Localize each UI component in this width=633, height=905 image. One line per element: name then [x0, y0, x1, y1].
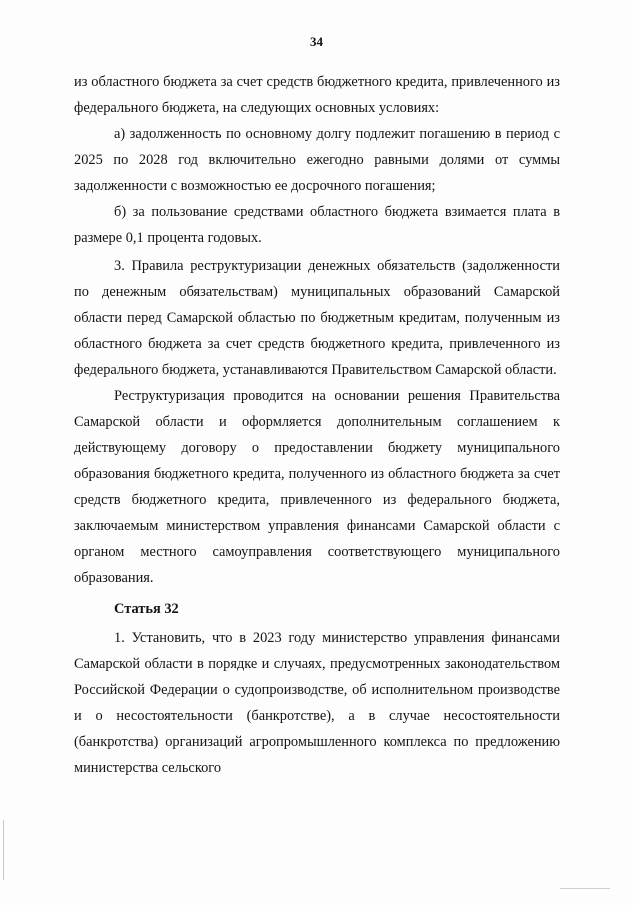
scan-edge-mark: [3, 820, 4, 880]
paragraph-point-3: 3. Правила реструктуризации денежных обязательств (задолженности по денежным обязательствам) муниципальных образований Самарской области перед Самарской областью по бюджетным кредитам, полученным из областного бюджета за счет средств бюджетного кредита, привлеченного из федерального бюджета, устанавливаются Правительством Самарской области.: [74, 258, 560, 378]
paragraph-restructuring: Реструктуризация проводится на основании решения Правительства Самарской области и оформляется дополнительным соглашением к действующему договору о предоставлении бюджету муниципального образования бюджетного кредита, полученного из областного бюджета за счет средств бюджетного кредита, привлеченного из федерального бюджета, заключаемым министерством управления финансами Самарской области с органом местного самоуправления соответствующего муниципального образования.: [74, 388, 560, 586]
paragraph-item-b: б) за пользование средствами областного бюджета взимается плата в размере 0,1 процента годовых.: [74, 204, 560, 246]
article-heading: Статья 32: [114, 601, 179, 617]
page-number: 34: [310, 34, 323, 49]
paragraph-loan-terms-intro: из областного бюджета за счет средств бюджетного кредита, привлеченного из федерального бюджета, на следующих основных условиях:: [74, 74, 560, 116]
document-body: [74, 69, 560, 781]
scan-bottom-mark: [560, 888, 610, 889]
paragraph-item-a: а) задолженность по основному долгу подлежит погашению в период с 2025 по 2028 год включительно ежегодно равными долями от суммы задолженности с возможностью ее досрочного погашения;: [74, 126, 560, 194]
paragraph-article-32-point-1: 1. Установить, что в 2023 году министерство управления финансами Самарской области в порядке и случаях, предусмотренных законодательством Российской Федерации о судопроизводстве, об исполнительном производстве и о несостоятельности (банкротстве), а в случае несостоятельности (банкротства) организаций агропромышленного комплекса по предложению министерства сельского: [74, 630, 560, 776]
